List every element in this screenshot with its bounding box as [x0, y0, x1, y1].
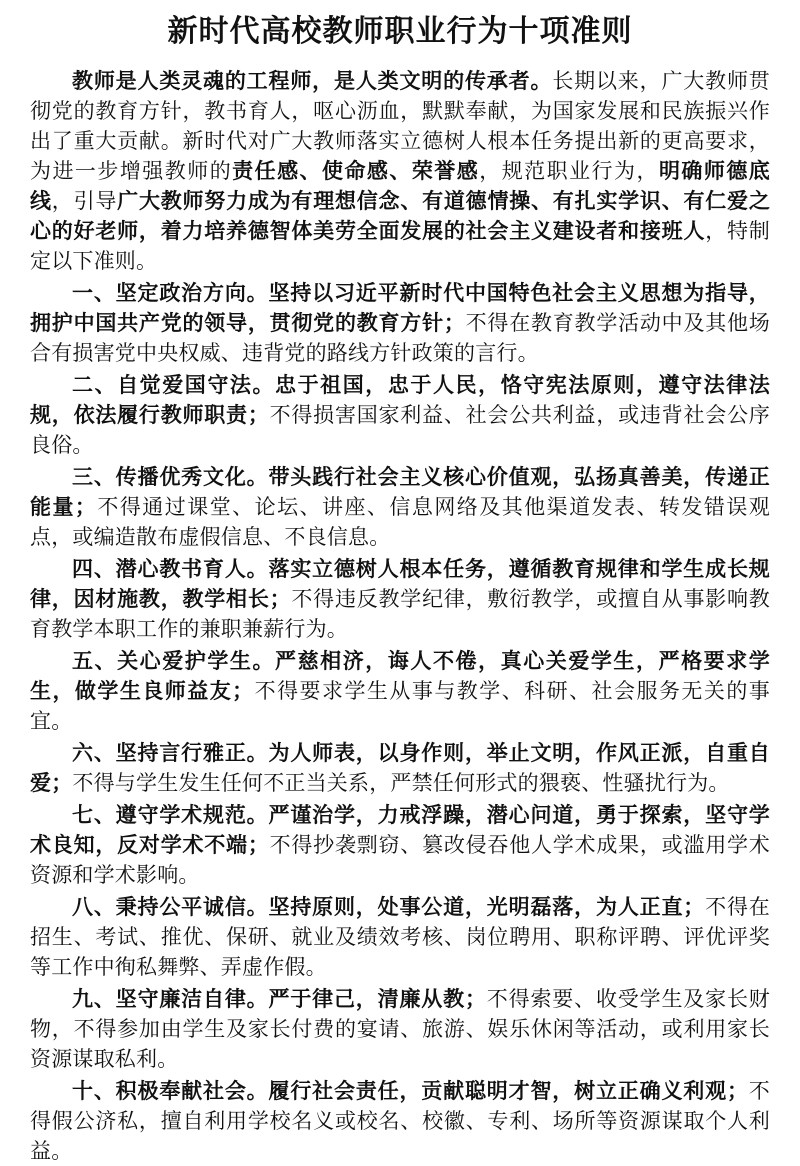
article-rule: 不得违反教学纪律，敷衍教学，或擅自从事影响教育教学本职工作的兼职兼薪行为。 — [30, 587, 770, 641]
article-heading: 十、积极奉献社会。 — [72, 1078, 269, 1103]
article-emphasis: 履行社会责任，贡献聪明才智，树立正确义利观； — [268, 1078, 749, 1103]
article-heading: 八、秉持公平诚信。 — [72, 894, 269, 919]
article-6 — [30, 738, 770, 798]
intro-text-4: ，特制定以下准则。 — [30, 219, 770, 273]
article-emphasis: 严慈相济，诲人不倦，真心关爱学生，严格要求学生，做学生良师益友； — [30, 648, 770, 703]
article-10 — [30, 1076, 770, 1166]
intro-text-1: 长期以来，广大教师贯彻党的教育方针，教书育人，呕心沥血，默默奉献，为国家发展和民族振兴作出了重大贡献。新时代对广大教师落实立德树人根本任务提出新的更高要求，为进一步增强教师的 — [30, 69, 771, 183]
article-rule: 不得通过课堂、论坛、讲座、信息网络及其他渠道发表、转发错误观点，或编造散布虚假信息、不良信息。 — [30, 495, 770, 549]
article-rule: 不得抄袭剽窃、篡改侵吞他人学术成果，或滥用学术资源和学术影响。 — [30, 833, 770, 887]
article-rule: 不得损害国家利益、社会公共利益，或违背社会公序良俗。 — [30, 403, 770, 457]
article-emphasis: 为人师表，以身作则，举止文明，作风正派，自重自爱； — [30, 740, 770, 795]
article-2 — [30, 370, 770, 460]
intro-text-2: ，规范职业行为， — [479, 159, 659, 183]
document-title: 新时代高校教师职业行为十项准则 — [167, 14, 633, 49]
article-rule: 不得与学生发生任何不正当关系，严禁任何形式的猥亵、性骚扰行为。 — [72, 771, 730, 795]
article-8 — [30, 892, 770, 982]
intro-emphasis-2: 明确师德底线 — [30, 158, 770, 213]
article-1 — [30, 278, 770, 368]
article-heading: 二、自觉爱国守法。 — [72, 372, 276, 397]
article-rule: 不得在教育教学活动中及其他场合有损害党中央权威、违背党的路线方针政策的言行。 — [30, 311, 770, 365]
article-7 — [30, 800, 770, 890]
article-heading: 七、遵守学术规范。 — [72, 802, 269, 827]
article-9 — [30, 984, 770, 1074]
article-heading: 六、坚持言行雅正。 — [72, 740, 269, 765]
article-emphasis: 落实立德树人根本任务，遵循教育规律和学生成长规律，因材施教，教学相长； — [30, 556, 770, 611]
article-4 — [30, 554, 770, 644]
article-heading: 五、关心爱护学生。 — [72, 648, 276, 673]
intro-paragraph — [30, 66, 770, 276]
article-rule: 不得索要、收受学生及家长财物，不得参加由学生及家长付费的宴请、旅游、娱乐休闲等活动，或利用家长资源谋取私利。 — [30, 987, 770, 1071]
intro-text-3: ，引导 — [51, 189, 118, 213]
article-emphasis: 坚持原则，处事公道，光明磊落，为人正直； — [268, 894, 705, 919]
article-emphasis: 带头践行社会主义核心价值观，弘扬真善美，传递正能量； — [30, 464, 770, 519]
article-5 — [30, 646, 770, 736]
article-heading: 三、传播优秀文化。 — [72, 464, 269, 489]
article-heading: 一、坚定政治方向。 — [72, 280, 269, 305]
article-emphasis: 严谨治学，力戒浮躁，潜心问道，勇于探索，坚守学术良知，反对学术不端； — [30, 802, 770, 857]
article-heading: 九、坚守廉洁自律。 — [72, 986, 269, 1011]
article-heading: 四、潜心教书育人。 — [72, 556, 269, 581]
intro-emphasis-3: 广大教师努力成为有理想信念、有道德情操、有扎实学识、有仁爱之心的好老师，着力培养德智体美劳全面发展的社会主义建设者和接班人 — [30, 188, 771, 243]
article-rule: 不得要求学生从事与教学、科研、社会服务无关的事宜。 — [30, 679, 770, 733]
intro-lead: 教师是人类灵魂的工程师，是人类文明的传承者。 — [72, 68, 553, 93]
article-3 — [30, 462, 770, 552]
intro-emphasis-1: 责任感、使命感、荣誉感 — [232, 158, 480, 183]
article-rule: 不得在招生、考试、推优、保研、就业及绩效考核、岗位聘用、职称评聘、评优评奖等工作中徇私舞弊、弄虚作假。 — [30, 895, 770, 979]
article-emphasis: 严于律己，清廉从教； — [268, 986, 487, 1011]
article-rule: 不得假公济私，擅自利用学校名义或校名、校徽、专利、场所等资源谋取个人利益。 — [30, 1079, 770, 1163]
article-emphasis: 坚持以习近平新时代中国特色社会主义思想为指导，拥护中国共产党的领导，贯彻党的教育方针； — [30, 280, 770, 335]
article-emphasis: 忠于祖国，忠于人民，恪守宪法原则，遵守法律法规，依法履行教师职责； — [30, 372, 770, 427]
